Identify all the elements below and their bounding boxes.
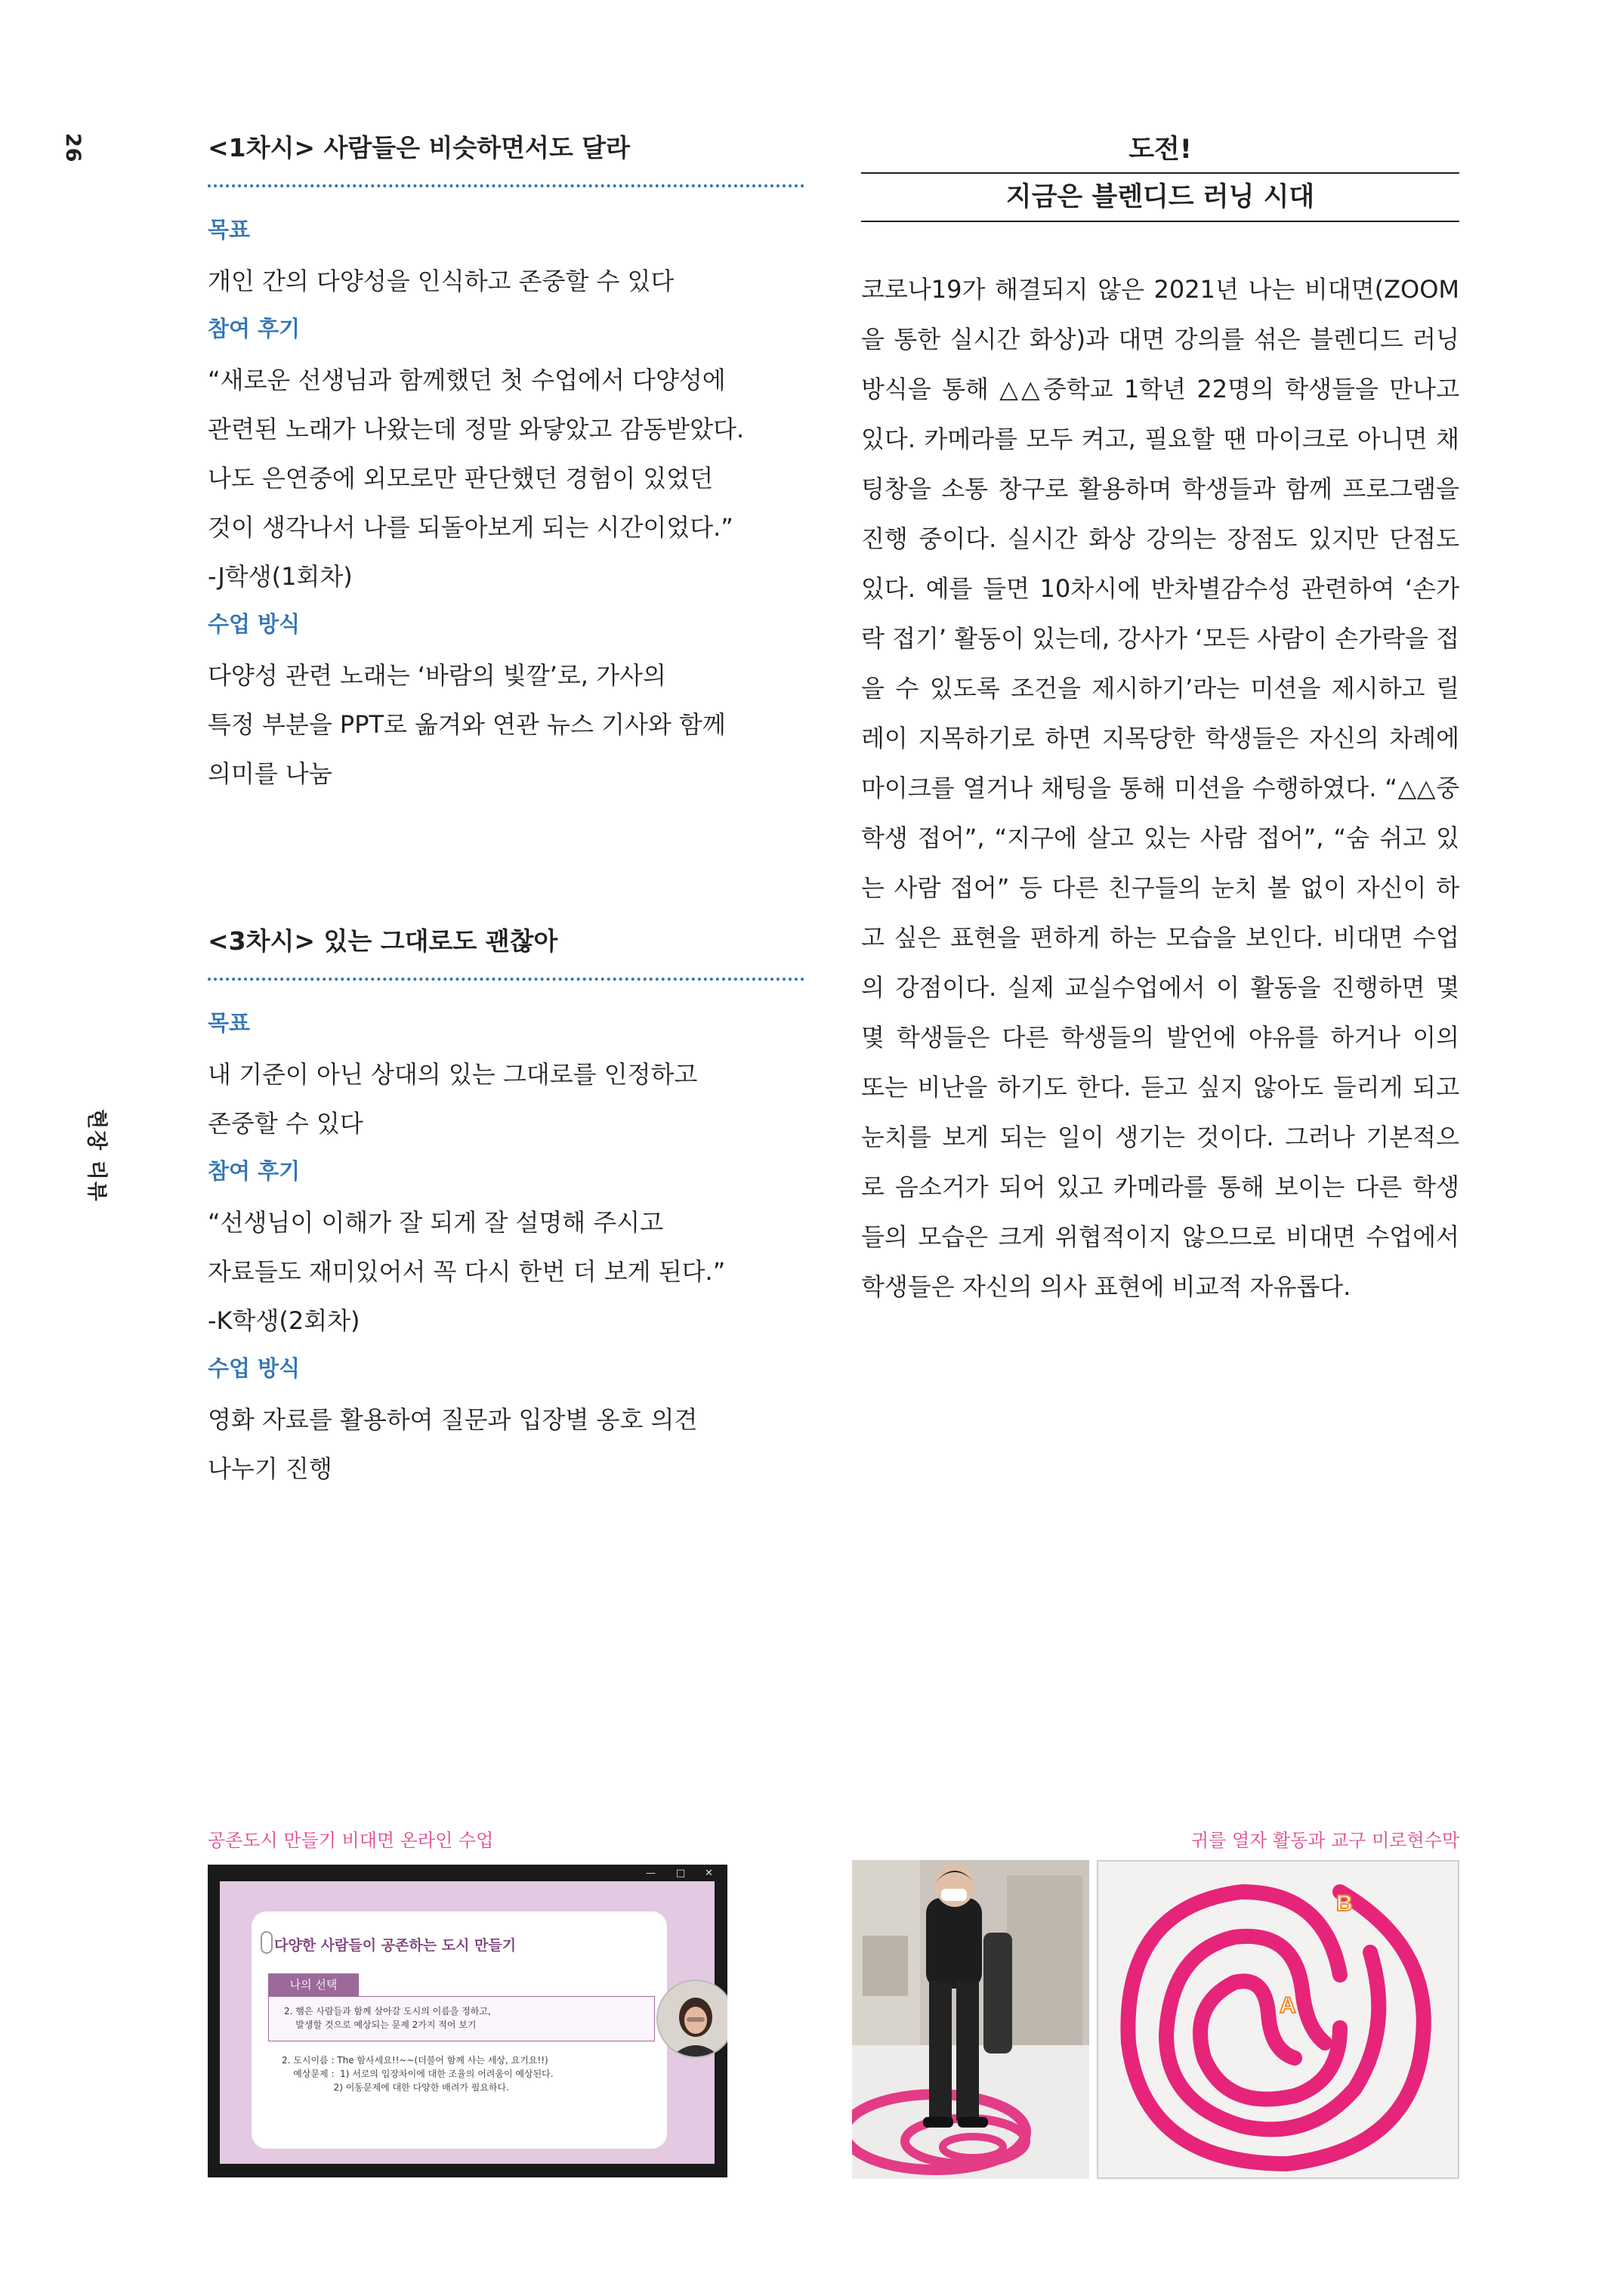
- dotted-divider: [208, 978, 804, 981]
- review-author: -K학생(2회차): [208, 1306, 360, 1335]
- online-class-photo: [208, 1865, 727, 2177]
- method-label: 수업 방식: [208, 1355, 301, 1381]
- caption-online-class: 공존도시 만들기 비대면 온라인 수업: [208, 1830, 494, 1851]
- page-number: 26: [61, 133, 85, 163]
- review-author: -J학생(1회차): [208, 562, 353, 591]
- slide-title: 다양한 사람들이 공존하는 도시 만들기: [274, 1937, 517, 1954]
- review-label: 참여 후기: [208, 316, 301, 341]
- review-line: 자료들도 재미있어서 꼭 다시 한번 더 보게 된다.”: [208, 1257, 726, 1286]
- session-1: [208, 133, 804, 799]
- goal-line: 내 기준이 아닌 상대의 있는 그대로를 인정하고: [208, 1060, 698, 1089]
- column-subtitle: 지금은 블렌디드 러닝 시대: [1005, 182, 1315, 212]
- method-line: 다양성 관련 노래는 ‘바람의 빛깔’로, 가사의: [208, 661, 666, 690]
- goal-text: 개인 간의 다양성을 인식하고 존중할 수 있다: [208, 267, 675, 295]
- minimize-icon: —: [646, 1868, 656, 1879]
- session-1-title: <1차시> 사람들은 비슷하면서도 달라: [208, 133, 631, 162]
- session-3: [208, 926, 804, 1494]
- maximize-icon: □: [676, 1868, 686, 1879]
- review-line: 것이 생각나서 나를 되돌아보게 되는 시간이었다.”: [208, 513, 733, 542]
- question-text: 2. 햄은 사람들과 함께 살아갈 도시의 이름을 정하고, 발생할 것으로 예상되는 문제 2가지 적어 보기: [284, 2006, 491, 2030]
- goal-line: 존중할 수 있다: [208, 1109, 363, 1138]
- goal-label: 목표: [208, 217, 251, 243]
- slide-content: [252, 1911, 667, 2149]
- title-rule: [861, 221, 1459, 222]
- review-line: 관련된 노래가 나왔는데 정말 와닿았고 감동받았다.: [208, 415, 745, 443]
- maze-illustration: [1098, 1862, 1458, 2177]
- maze-banner-photo: [1097, 1860, 1459, 2179]
- dotted-divider: [208, 184, 804, 187]
- method-line: 의미를 나눔: [208, 759, 332, 788]
- blended-learning-column: [861, 127, 1459, 1312]
- column-body: 코로나19가 해결되지 않은 2021년 나는 비대면(ZOOM을 통한 실시간 화상)과 대면 강의를 섞은 블렌디드 러닝 방식을 통해 △△중학교 1학년 22명의 학생들을 만나고 있다. 카메라를 모두 켜고, 필요할 땐 마이크로 아니면 채팅창을 소통 창구로 활용하며 학생들과 함께 프로그램을 진행 중이다. 실시간 화상 강의는 장점도 있지만 단점도 있다. 예를 들면 10차시에 반차별감수성 관련하여 ‘손가락 접기’ 활동이 있는데, 강사가 ‘모든 사람이 손가락을 접을 수 있도록 조건을 제시하기’라는 미션을 제시하고 릴레이 지목하기로 하면 지목당한 학생들은 자신의 차례에 마이크를 열거나 채팅을 통해 미션을 수행하였다. “△△중 학생 접어”, “지구에 살고 있는 사람 접어”, “숨 쉬고 있는 사람 접어” 등 다른 친구들의 눈치 볼 없이 자신이 하고 싶은 표현을 편하게 하는 모습을 보인다. 비대면 수업의 강점이다. 실제 교실수업에서 이 활동을 진행하면 몇몇 학생들은 다른 학생들의 발언에 야유를 하거나 이의 또는 비난을 하기도 한다. 듣고 싶지 않아도 들리게 되고 눈치를 보게 되는 일이 생기는 것이다. 그러나 기본적으로 음소거가 되어 있고 카메라를 통해 보이는 다른 학생들의 모습은 크게 위협적이지 않으므로 비대면 수업에서 학생들은 자신의 의사 표현에 비교적 자유롭다.: [861, 275, 1459, 1301]
- caption-maze-banner: 귀를 열자 활동과 교구 미로현수막: [1190, 1830, 1459, 1851]
- presentation-slide: [220, 1881, 715, 2164]
- student-maze-photo: [852, 1860, 1089, 2179]
- close-icon: ✕: [705, 1868, 713, 1879]
- person-icon: [658, 1981, 727, 2057]
- session-3-title: <3차시> 있는 그대로도 괜찮아: [208, 926, 558, 956]
- review-line: “새로운 선생님과 함께했던 첫 수업에서 다양성에: [208, 366, 726, 394]
- review-line: “선생님이 이해가 잘 되게 잘 설명해 주시고: [208, 1208, 664, 1237]
- choice-tab: 나의 선택: [268, 1973, 359, 1996]
- section-label: 현장 리뷰: [85, 1109, 108, 1203]
- goal-label: 목표: [208, 1010, 251, 1036]
- student-photo-illustration: [852, 1860, 1089, 2179]
- method-line: 영화 자료를 활용하여 질문과 입장별 옹호 의견: [208, 1405, 698, 1434]
- teacher-webcam: [656, 1979, 727, 2058]
- method-label: 수업 방식: [208, 611, 301, 637]
- maze-label-b: B: [1336, 1891, 1353, 1916]
- method-line: 나누기 진행: [208, 1454, 332, 1483]
- review-label: 참여 후기: [208, 1158, 301, 1184]
- column-title: 도전!: [1128, 134, 1192, 165]
- answer-text: 2. 도시이름 : The 함사세요!!~~(더불어 함께 사는 세상, 요기요!!) 예상문제 : 1) 서로의 입장차이에 대한 조율의 어려움이 예상된다. 2) 이동문제에 대한 다양한 배려가 필요하다.: [282, 2055, 554, 2093]
- label-b-marker: [1336, 1891, 1353, 1916]
- paperclip-icon: [261, 1931, 273, 1954]
- method-line: 특정 부분을 PPT로 옮겨와 연관 뉴스 기사와 함께: [208, 710, 726, 739]
- review-line: 나도 은연중에 외모로만 판단했던 경험이 있었던: [208, 464, 714, 493]
- question-box: [268, 1996, 655, 2041]
- maze-label-a: A: [1280, 1993, 1296, 2018]
